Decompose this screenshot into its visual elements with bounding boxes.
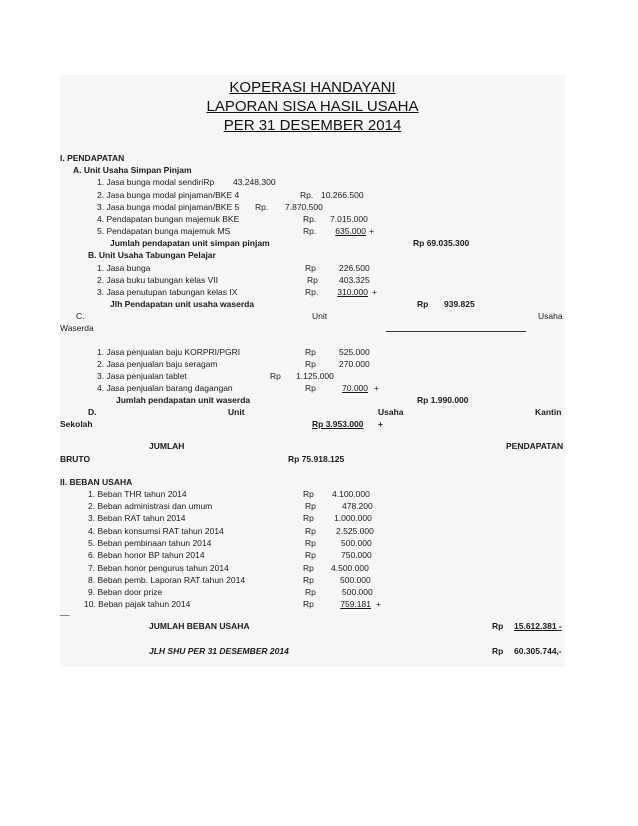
rule-line [386,331,526,332]
item-a5-label: 5. Pendapatan bunga majemuk MS [97,226,231,236]
item-a3-rp: Rp. [255,202,269,212]
beban-item-2-amount: 478.200 [342,501,373,511]
subsection-d-word-4: Kantin [535,407,562,417]
item-c3-amount: 1.125.000 [296,371,334,381]
beban-item-7-amount: 4.500.000 [331,563,369,573]
beban-item-4-label: 4. Beban konsumsi RAT tahun 2014 [88,526,224,536]
beban-item-5-rp: Rp [305,538,316,548]
subtotal-a-label: Jumlah pendapatan unit simpan pinjam [110,238,270,248]
subsection-d-word-2: Unit [228,407,245,417]
beban-item-8-rp: Rp [303,575,314,585]
bruto-word-1: JUMLAH [149,441,185,451]
item-a1-label: 1. Jasa bunga modal sendiriRp [97,177,215,187]
item-b3-amount: Rp. 310.000 [305,287,368,297]
item-b1-label: 1. Jasa bunga [97,263,151,273]
item-b3-rp: Rp. [305,287,319,297]
item-a5-rp: Rp. [303,226,317,236]
report-title-name: LAPORAN SISA HASIL USAHA [206,98,419,115]
subtotal-d-value: Rp 3.953.000 [312,419,364,429]
beban-item-4-amount: 2.525.000 [336,526,374,536]
beban-item-6-rp: Rp [305,550,316,560]
dash-mark: __ [60,606,70,616]
item-a2-rp: Rp. [300,190,314,200]
subtotal-b-rp: Rp [417,299,429,309]
subtotal-a-value: Rp 69.035.300 [413,238,470,248]
item-a1-amount: 43.248.300 [233,177,276,187]
beban-item-4-rp: Rp [305,526,316,536]
item-b1-rp: Rp [305,263,316,273]
beban-item-10-rp: Rp [303,599,314,609]
beban-item-7-label: 7. Beban honor pengurus tahun 2014 [88,563,229,573]
item-a4-label: 4. Pendapatan bungan majemuk BKE [97,214,240,224]
subtotal-c-label: Jumlah pendapatan unit waserda [116,395,251,405]
shu-rp: Rp [492,646,504,656]
beban-item-10-amount: Rp 759.181 [303,599,371,609]
item-c1-label: 1. Jasa penjualan baju KORPRI/PGRI [97,347,241,357]
item-c2-rp: Rp [305,359,316,369]
item-b3-plus: + [372,287,377,297]
item-b2-label: 2. Jasa buku tabungan kelas VII [97,275,218,285]
subsection-c-word-1: C. [76,311,85,321]
shu-label: JLH SHU PER 31 DESEMBER 2014 [149,646,289,656]
subsection-d-word-1: D. [88,407,97,417]
item-c2-amount: 270.000 [339,359,370,369]
item-c1-amount: 525.000 [339,347,370,357]
bruto-word-2: PENDAPATAN [506,441,564,451]
item-a5-plus: + [369,226,374,236]
beban-item-8-amount: 500.000 [340,575,371,585]
item-a3-label: 3. Jasa bunga modal pinjaman/BKE 5 [97,202,240,212]
item-a4-amount: 7.015.000 [330,214,368,224]
item-c2-label: 2. Jasa penjualan baju seragam [97,359,218,369]
subtotal-c-value: Rp 1.990.000 [417,395,469,405]
beban-item-9-amount: 500.000 [342,587,373,597]
item-b2-rp: Rp [307,275,318,285]
total-beban-value: 15.612.381 - [514,621,562,631]
report-title-company: KOPERASI HANDAYANI [229,79,396,96]
beban-item-8-label: 8. Beban pemb. Laporan RAT tahun 2014 [88,575,246,585]
item-b3-label: 3. Jasa penutupan tabungan kelas IX [97,287,238,297]
beban-item-1-rp: Rp [303,489,314,499]
beban-item-3-amount: 1.000.000 [334,513,372,523]
item-a4-rp: Rp. [303,214,317,224]
beban-item-3-label: 3. Beban RAT tahun 2014 [88,513,186,523]
subtotal-d-plus: + [378,419,383,429]
beban-item-2-label: 2. Beban administrasi dan umum [88,501,213,511]
report-title-date: PER 31 DESEMBER 2014 [223,117,402,134]
beban-item-3-rp: Rp [303,513,314,523]
subsection-d-word-5: Sekolah [60,419,93,429]
subsection-c-word-2: Unit [312,311,328,321]
total-beban-rp: Rp [492,621,504,631]
beban-item-6-amount: 750.000 [341,550,372,560]
beban-item-10-label: 10. Beban pajak tahun 2014 [84,599,191,609]
beban-item-1-amount: 4.100.000 [332,489,370,499]
item-a2-amount: 10.266.500 [321,190,364,200]
beban-item-9-rp: Rp [305,587,316,597]
item-a5-amount: Rp. 635.000 [303,226,366,236]
beban-item-7-rp: Rp [303,563,314,573]
item-b1-amount: 226.500 [339,263,370,273]
beban-item-5-label: 5. Beban pembinaan tahun 2014 [88,538,212,548]
subsection-c-word-4: Waserda [60,323,94,333]
item-c4-plus: + [374,383,379,393]
item-a3-amount: 7.870.500 [285,202,323,212]
item-c4-amount: Rp 70.000 [305,383,368,393]
shu-value: 60.305.744,- [514,646,562,656]
item-a2-label: 2. Jasa bunga modal pinjaman/BKE 4 [97,190,240,200]
item-c4-rp: Rp [305,383,316,393]
bruto-value: Rp 75.918.125 [288,454,345,464]
beban-item-10-plus: + [376,599,381,609]
item-b2-amount: 403.325 [339,275,370,285]
subsection-d-word-3: Usaha [378,407,404,417]
beban-item-9-label: 9. Beban door prize [88,587,163,597]
bruto-word-3: BRUTO [60,454,91,464]
subsection-b-heading: B. Unit Usaha Tabungan Pelajar [88,250,216,260]
beban-item-5-amount: 500.000 [341,538,372,548]
section-pendapatan-heading: I. PENDAPATAN [60,153,125,163]
beban-item-6-label: 6. Beban honor BP tahun 2014 [88,550,205,560]
item-c1-rp: Rp [305,347,316,357]
item-c4-label: 4. Jasa penjualan barang dagangan [97,383,233,393]
total-beban-label: JUMLAH BEBAN USAHA [149,621,250,631]
section-beban-heading: II. BEBAN USAHA [60,477,133,487]
subsection-c-word-3: Usaha [538,311,563,321]
beban-item-1-label: 1. Beban THR tahun 2014 [88,489,187,499]
report-sheet [60,75,565,667]
item-c3-label: 3. Jasa penjualan tablet [97,371,187,381]
item-c3-rp: Rp [270,371,281,381]
subsection-a-heading: A. Unit Usaha Simpan Pinjam [73,165,192,175]
subtotal-b-label: Jlh Pendapatan unit usaha waserda [110,299,255,309]
subtotal-b-value: 939.825 [444,299,475,309]
beban-item-2-rp: Rp [305,501,316,511]
